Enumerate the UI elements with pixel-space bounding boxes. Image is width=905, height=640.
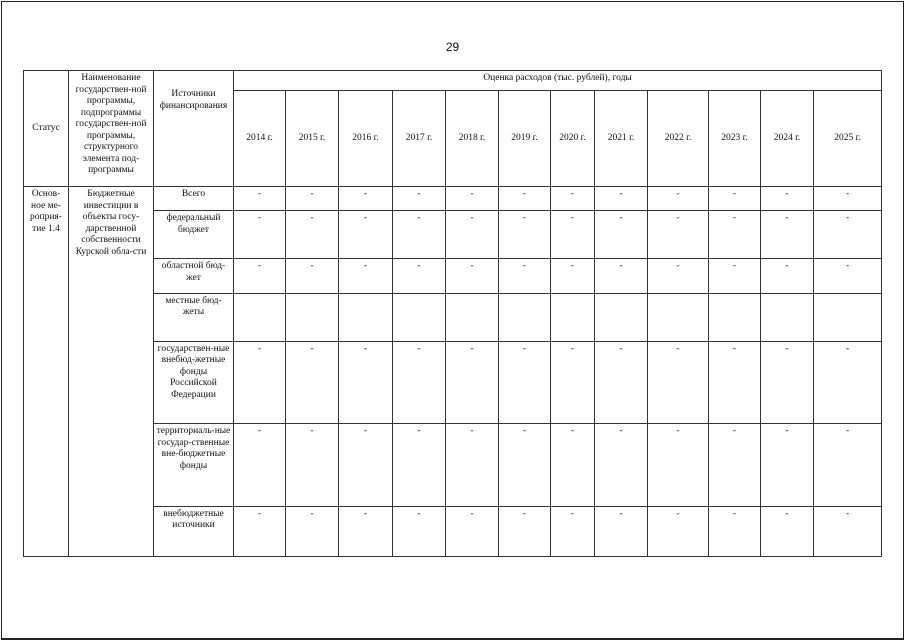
source-label: областной бюд-жет (154, 259, 234, 293)
value-cell: - (286, 259, 339, 293)
value-cell: - (286, 211, 339, 259)
value-cell: - (234, 211, 286, 259)
value-cell: - (234, 506, 286, 556)
value-cell: - (761, 506, 814, 556)
year-header: 2022 г. (648, 91, 709, 187)
value-cell: - (595, 424, 648, 506)
year-header: 2023 г. (709, 91, 761, 187)
value-cell: - (393, 506, 446, 556)
value-cell: - (648, 506, 709, 556)
value-cell (814, 293, 882, 341)
value-cell: - (551, 211, 595, 259)
status-header: Статус (24, 71, 69, 187)
value-cell: - (499, 341, 551, 423)
year-header: 2020 г. (551, 91, 595, 187)
page-number: 29 (445, 40, 460, 54)
value-cell: - (814, 259, 882, 293)
value-cell: - (648, 187, 709, 211)
source-label: территориаль-ные государ-ственные вне-бюджетные фонды (154, 424, 234, 506)
value-cell: - (761, 187, 814, 211)
value-cell: - (709, 506, 761, 556)
budget-table (23, 70, 882, 557)
year-header: 2018 г. (446, 91, 499, 187)
value-cell: - (286, 506, 339, 556)
value-cell: - (446, 259, 499, 293)
value-cell: - (709, 424, 761, 506)
value-cell (761, 293, 814, 341)
source-label: местные бюд-жеты (154, 293, 234, 341)
value-cell: - (761, 211, 814, 259)
value-cell: - (446, 211, 499, 259)
source-row (24, 187, 882, 211)
value-cell: - (234, 424, 286, 506)
value-cell: - (761, 259, 814, 293)
value-cell: - (595, 259, 648, 293)
value-cell: - (595, 187, 648, 211)
value-cell: - (761, 424, 814, 506)
value-cell: - (446, 187, 499, 211)
source-label: внебюджетные источники (154, 506, 234, 556)
value-cell (709, 293, 761, 341)
value-cell: - (648, 211, 709, 259)
value-cell: - (709, 259, 761, 293)
year-header: 2019 г. (499, 91, 551, 187)
value-cell: - (551, 506, 595, 556)
value-cell: - (761, 341, 814, 423)
year-header: 2025 г. (814, 91, 882, 187)
value-cell: - (339, 259, 393, 293)
value-cell (648, 293, 709, 341)
value-cell: - (648, 259, 709, 293)
value-cell: - (499, 424, 551, 506)
year-header: 2021 г. (595, 91, 648, 187)
value-cell: - (234, 187, 286, 211)
value-cell: - (648, 341, 709, 423)
value-cell (339, 293, 393, 341)
value-cell: - (286, 341, 339, 423)
value-cell (499, 293, 551, 341)
value-cell: - (814, 424, 882, 506)
value-cell: - (814, 211, 882, 259)
value-cell: - (499, 211, 551, 259)
source-label: федеральный бюджет (154, 211, 234, 259)
year-header: 2016 г. (339, 91, 393, 187)
year-header: 2024 г. (761, 91, 814, 187)
value-cell: - (709, 187, 761, 211)
estimate-header: Оценка расходов (тыс. рублей), годы (234, 71, 882, 91)
value-cell: - (339, 506, 393, 556)
year-header: 2015 г. (286, 91, 339, 187)
value-cell: - (446, 424, 499, 506)
value-cell: - (595, 341, 648, 423)
value-cell: - (393, 341, 446, 423)
value-cell: - (286, 424, 339, 506)
status-cell: Основ-ное ме-роприя-тие 1.4 (24, 187, 69, 557)
value-cell: - (499, 506, 551, 556)
value-cell: - (393, 424, 446, 506)
value-cell: - (339, 424, 393, 506)
value-cell (234, 293, 286, 341)
value-cell: - (339, 187, 393, 211)
sources-header: Источники финансирования (154, 71, 234, 187)
value-cell: - (814, 341, 882, 423)
value-cell: - (814, 187, 882, 211)
value-cell: - (595, 211, 648, 259)
value-cell (286, 293, 339, 341)
value-cell: - (446, 506, 499, 556)
value-cell: - (393, 187, 446, 211)
value-cell (595, 293, 648, 341)
value-cell: - (551, 424, 595, 506)
value-cell: - (339, 211, 393, 259)
value-cell: - (499, 259, 551, 293)
value-cell: - (709, 211, 761, 259)
value-cell: - (393, 211, 446, 259)
value-cell: - (595, 506, 648, 556)
value-cell: - (234, 259, 286, 293)
name-header: Наименование государствен-ной программы, подпрограммы государствен-ной программы, структурного элемента под-программы (69, 71, 154, 187)
value-cell (446, 293, 499, 341)
year-header: 2017 г. (393, 91, 446, 187)
source-label: государствен-ные внебюд-жетные фонды Российской Федерации (154, 341, 234, 423)
year-header: 2014 г. (234, 91, 286, 187)
value-cell: - (393, 259, 446, 293)
value-cell: - (446, 341, 499, 423)
value-cell: - (551, 187, 595, 211)
value-cell: - (339, 341, 393, 423)
value-cell: - (286, 187, 339, 211)
value-cell: - (551, 341, 595, 423)
value-cell: - (648, 424, 709, 506)
value-cell: - (709, 341, 761, 423)
value-cell: - (499, 187, 551, 211)
value-cell: - (551, 259, 595, 293)
event-name-cell: Бюджетные инвестиции в объекты госу-дарственной собственности Курской обла-сти (69, 187, 154, 557)
value-cell (551, 293, 595, 341)
value-cell: - (234, 341, 286, 423)
header-row (24, 71, 882, 91)
source-label: Всего (154, 187, 234, 211)
value-cell: - (814, 506, 882, 556)
value-cell (393, 293, 446, 341)
